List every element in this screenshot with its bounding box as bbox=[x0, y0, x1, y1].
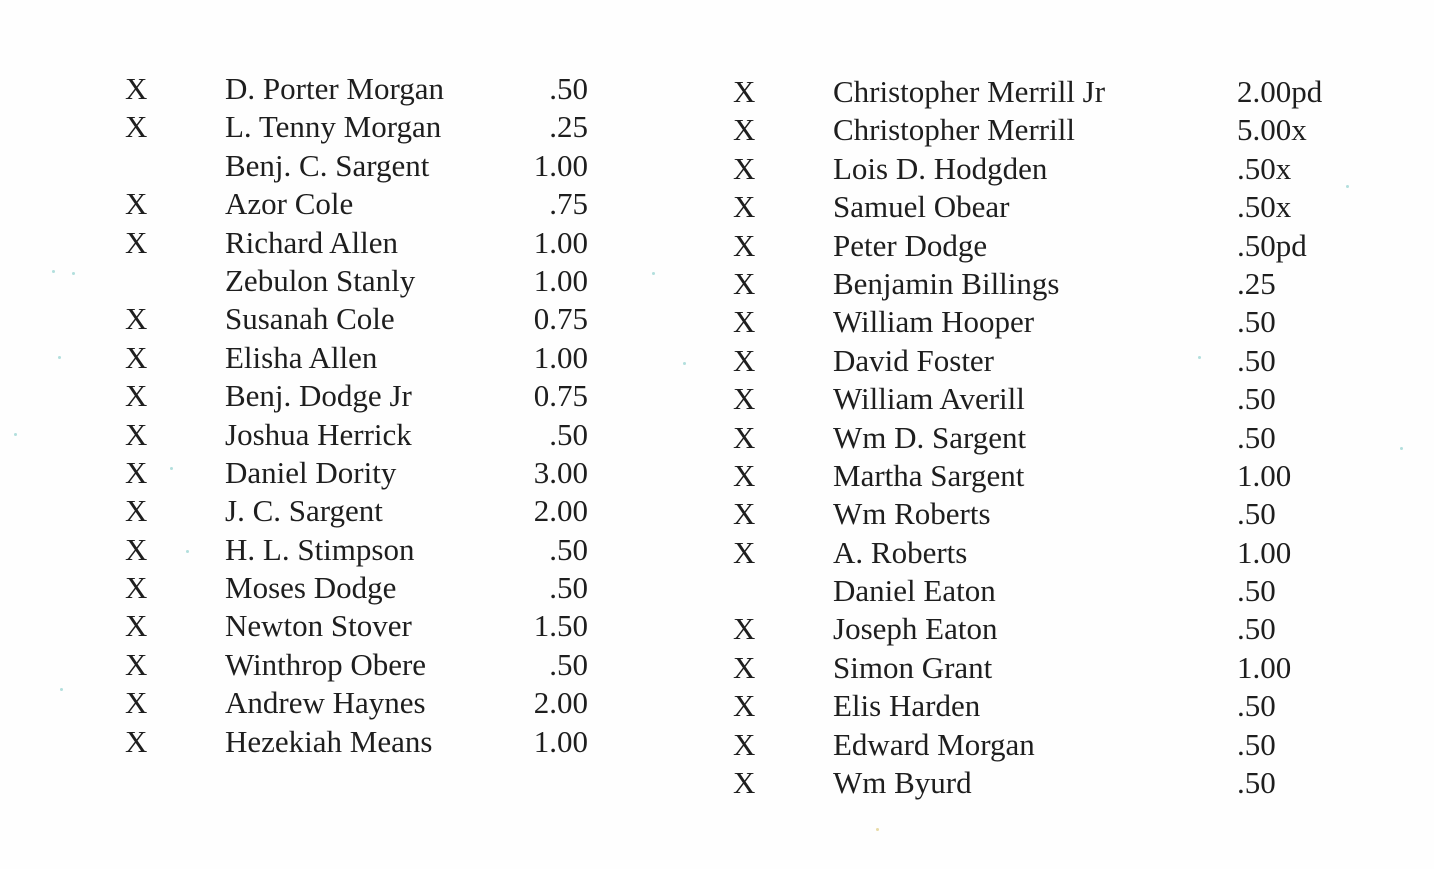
person-name: H. L. Stimpson bbox=[225, 531, 415, 567]
person-name: Martha Sargent bbox=[833, 457, 1025, 493]
person-name: Simon Grant bbox=[833, 649, 993, 685]
list-item bbox=[120, 262, 600, 300]
scan-speck bbox=[72, 272, 75, 275]
list-item bbox=[120, 416, 600, 454]
list-item bbox=[725, 73, 1365, 111]
scan-speck bbox=[170, 467, 173, 470]
amount: .50 bbox=[549, 416, 588, 452]
list-item bbox=[725, 188, 1365, 226]
list-item bbox=[725, 764, 1365, 802]
amount: .25 bbox=[549, 109, 588, 145]
list-item bbox=[725, 687, 1365, 725]
list-item bbox=[725, 572, 1365, 610]
list-item bbox=[725, 610, 1365, 648]
person-name: Newton Stover bbox=[225, 608, 412, 644]
amount: .50 bbox=[1237, 611, 1276, 647]
check-mark: X bbox=[125, 454, 148, 490]
amount: 1.00 bbox=[1237, 534, 1292, 570]
person-name: Zebulon Stanly bbox=[225, 262, 416, 298]
list-item bbox=[725, 150, 1365, 188]
check-mark: X bbox=[125, 646, 148, 682]
amount: .50 bbox=[1237, 688, 1276, 724]
list-item bbox=[725, 342, 1365, 380]
list-item bbox=[120, 684, 600, 722]
check-mark: X bbox=[125, 531, 148, 567]
person-name: Benj. Dodge Jr bbox=[225, 378, 412, 414]
scan-speck bbox=[876, 828, 879, 831]
list-item bbox=[120, 224, 600, 262]
amount: 1.00 bbox=[1237, 649, 1292, 685]
check-mark: X bbox=[733, 342, 756, 378]
amount: .50x bbox=[1237, 189, 1292, 225]
list-item bbox=[120, 454, 600, 492]
scan-speck bbox=[14, 433, 17, 436]
person-name: Lois D. Hodgden bbox=[833, 150, 1048, 186]
left-column bbox=[120, 70, 600, 761]
person-name: Daniel Eaton bbox=[833, 573, 996, 609]
person-name: Joshua Herrick bbox=[225, 416, 412, 452]
amount: 2.00 bbox=[533, 685, 588, 721]
person-name: Edward Morgan bbox=[833, 726, 1035, 762]
list-item bbox=[120, 607, 600, 645]
person-name: Andrew Haynes bbox=[225, 685, 426, 721]
person-name: Moses Dodge bbox=[225, 570, 397, 606]
list-item bbox=[120, 70, 600, 108]
list-item bbox=[725, 303, 1365, 341]
list-item bbox=[120, 723, 600, 761]
person-name: Winthrop Obere bbox=[225, 646, 427, 682]
check-mark: X bbox=[125, 224, 148, 260]
person-name: L. Tenny Morgan bbox=[225, 109, 442, 145]
scan-speck bbox=[652, 272, 655, 275]
list-item bbox=[725, 726, 1365, 764]
check-mark: X bbox=[733, 611, 756, 647]
check-mark: X bbox=[733, 265, 756, 301]
check-mark: X bbox=[125, 570, 148, 606]
amount: .50 bbox=[1237, 726, 1276, 762]
amount: .50 bbox=[1237, 765, 1276, 801]
amount: 1.00 bbox=[533, 723, 588, 759]
amount: .50 bbox=[1237, 419, 1276, 455]
list-item bbox=[120, 300, 600, 338]
person-name: Wm Byurd bbox=[833, 765, 972, 801]
person-name: Joseph Eaton bbox=[833, 611, 998, 647]
check-mark: X bbox=[733, 765, 756, 801]
right-column bbox=[725, 73, 1365, 802]
amount: .50 bbox=[549, 531, 588, 567]
scan-speck bbox=[52, 270, 55, 273]
scan-speck bbox=[1198, 356, 1201, 359]
person-name: D. Porter Morgan bbox=[225, 71, 444, 106]
amount: 0.75 bbox=[533, 301, 588, 337]
check-mark: X bbox=[733, 304, 756, 340]
person-name: Susanah Cole bbox=[225, 301, 395, 337]
list-item bbox=[120, 339, 600, 377]
amount: .50 bbox=[549, 71, 588, 106]
scan-speck bbox=[60, 688, 63, 691]
amount: 1.00 bbox=[533, 339, 588, 375]
check-mark: X bbox=[125, 685, 148, 721]
amount: 1.00 bbox=[1237, 457, 1292, 493]
check-mark: X bbox=[125, 493, 148, 529]
check-mark: X bbox=[733, 419, 756, 455]
scan-speck bbox=[58, 356, 61, 359]
list-item bbox=[725, 419, 1365, 457]
check-mark: X bbox=[125, 301, 148, 337]
check-mark: X bbox=[733, 534, 756, 570]
check-mark: X bbox=[733, 688, 756, 724]
list-item bbox=[725, 380, 1365, 418]
list-item bbox=[120, 646, 600, 684]
person-name: Wm Roberts bbox=[833, 496, 991, 532]
person-name: Azor Cole bbox=[225, 186, 354, 222]
check-mark: X bbox=[733, 381, 756, 417]
amount: 1.50 bbox=[533, 608, 588, 644]
amount: 2.00 bbox=[533, 493, 588, 529]
amount: .25 bbox=[1237, 265, 1276, 301]
person-name: A. Roberts bbox=[833, 534, 968, 570]
check-mark: X bbox=[125, 71, 148, 106]
person-name: Peter Dodge bbox=[833, 227, 988, 263]
list-item bbox=[725, 495, 1365, 533]
scan-speck bbox=[683, 362, 686, 365]
person-name: Benj. C. Sargent bbox=[225, 147, 430, 183]
amount: .50 bbox=[549, 646, 588, 682]
person-name: Samuel Obear bbox=[833, 189, 1010, 225]
amount: .50x bbox=[1237, 150, 1292, 186]
check-mark: X bbox=[125, 339, 148, 375]
list-item bbox=[725, 649, 1365, 687]
check-mark: X bbox=[125, 186, 148, 222]
list-item bbox=[725, 265, 1365, 303]
person-name: William Averill bbox=[833, 381, 1025, 417]
person-name: Elisha Allen bbox=[225, 339, 378, 375]
person-name: Benjamin Billings bbox=[833, 265, 1060, 301]
check-mark: X bbox=[125, 109, 148, 145]
check-mark: X bbox=[733, 150, 756, 186]
check-mark: X bbox=[733, 496, 756, 532]
person-name: Richard Allen bbox=[225, 224, 399, 260]
check-mark: X bbox=[733, 649, 756, 685]
list-item bbox=[120, 147, 600, 185]
list-item bbox=[120, 569, 600, 607]
list-item bbox=[725, 227, 1365, 265]
amount: .50 bbox=[1237, 496, 1276, 532]
list-item bbox=[725, 457, 1365, 495]
list-item bbox=[120, 377, 600, 415]
scan-speck bbox=[1400, 447, 1403, 450]
check-mark: X bbox=[733, 457, 756, 493]
amount: .50 bbox=[1237, 342, 1276, 378]
list-item bbox=[120, 108, 600, 146]
amount: .75 bbox=[549, 186, 588, 222]
amount: 5.00x bbox=[1237, 112, 1307, 148]
check-mark: X bbox=[733, 189, 756, 225]
check-mark: X bbox=[733, 726, 756, 762]
check-mark: X bbox=[125, 723, 148, 759]
check-mark: X bbox=[125, 378, 148, 414]
amount: 2.00pd bbox=[1237, 74, 1323, 109]
list-item bbox=[120, 492, 600, 530]
amount: 1.00 bbox=[533, 262, 588, 298]
check-mark: X bbox=[733, 74, 756, 109]
amount: .50 bbox=[1237, 381, 1276, 417]
list-item bbox=[725, 534, 1365, 572]
check-mark: X bbox=[733, 112, 756, 148]
person-name: Hezekiah Means bbox=[225, 723, 433, 759]
person-name: Christopher Merrill Jr bbox=[833, 74, 1106, 109]
amount: 1.00 bbox=[533, 224, 588, 260]
check-mark: X bbox=[125, 416, 148, 452]
amount: .50pd bbox=[1237, 227, 1307, 263]
check-mark: X bbox=[733, 227, 756, 263]
person-name: Christopher Merrill bbox=[833, 112, 1075, 148]
person-name: Elis Harden bbox=[833, 688, 981, 724]
person-name: David Foster bbox=[833, 342, 995, 378]
scan-speck bbox=[1346, 185, 1349, 188]
amount: 0.75 bbox=[533, 378, 588, 414]
list-item bbox=[120, 185, 600, 223]
check-mark: X bbox=[125, 608, 148, 644]
list-item bbox=[120, 531, 600, 569]
person-name: Daniel Dority bbox=[225, 454, 397, 490]
person-name: Wm D. Sargent bbox=[833, 419, 1027, 455]
amount: .50 bbox=[549, 570, 588, 606]
scan-speck bbox=[186, 550, 189, 553]
list-item bbox=[725, 111, 1365, 149]
person-name: J. C. Sargent bbox=[225, 493, 383, 529]
amount: 1.00 bbox=[533, 147, 588, 183]
person-name: William Hooper bbox=[833, 304, 1035, 340]
amount: .50 bbox=[1237, 304, 1276, 340]
amount: 3.00 bbox=[533, 454, 588, 490]
amount: .50 bbox=[1237, 573, 1276, 609]
